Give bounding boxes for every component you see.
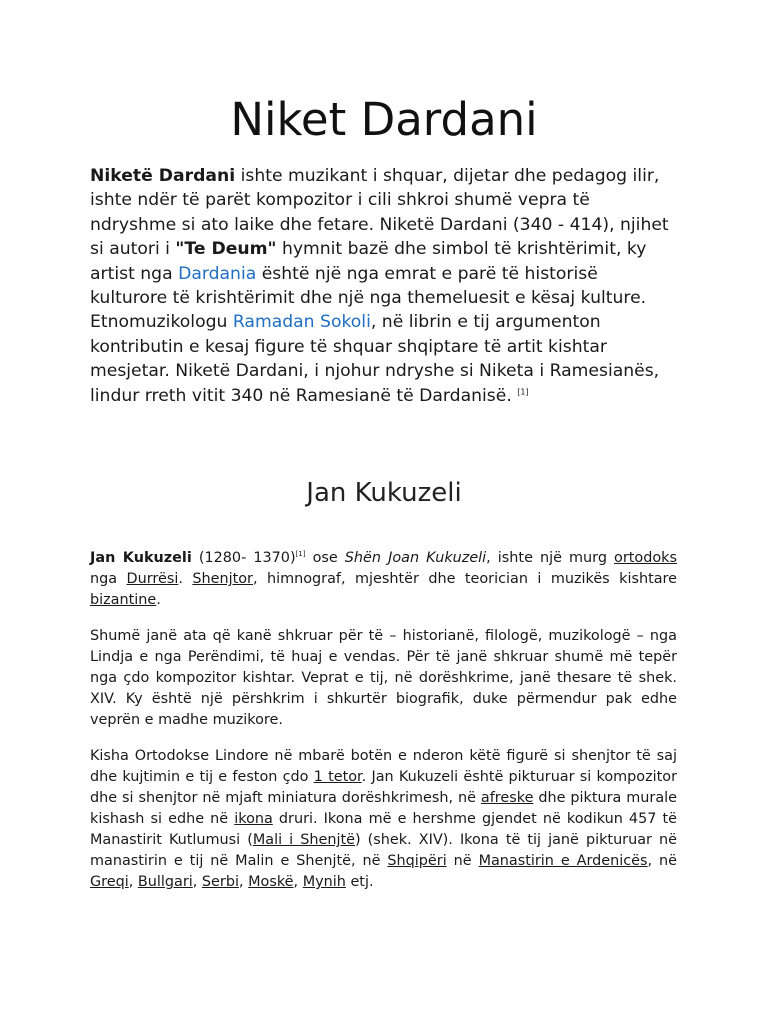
p1-text-4: nga (90, 571, 127, 587)
p1-text-3: , ishte një murg (486, 550, 615, 566)
p1-text-6: , himnograf, mjeshtër dhe teorician i muzikës kishtare (252, 571, 677, 587)
p1-text-7: . (156, 592, 161, 608)
p3-comma-1: , (128, 874, 138, 890)
link-bizantine[interactable]: bizantine (90, 592, 157, 608)
p1-text-2: ose (305, 550, 345, 566)
p3-text-3: dhe piktura murale kishash si edhe në (90, 790, 677, 827)
intro-text-4: , në librin e tij argumenton kontributin e kesaj figure të shquar shqiptare të artit kishtar mesjetar. Niketë Dardani, i njohur ndryshe si Niketa i Ramesianës, lindur rreth vitit 340 në Ramesianë të Dardanisë. (90, 312, 660, 406)
link-ortodoks[interactable]: ortodoks (614, 550, 677, 566)
p1-text-5: . (178, 571, 193, 587)
te-deum-title: "Te Deum" (175, 239, 277, 260)
link-serbi[interactable]: Serbi (201, 874, 239, 890)
intro-text-2: hymnit bazë dhe simbol të krishtërimit, ky artist nga (90, 239, 647, 284)
p3-text-2: . Jan Kukuzeli është pikturuar si kompozitor dhe si shenjtor në mjaft miniatura dorëshkrimesh, në (90, 769, 677, 806)
p3-comma-2: , (192, 874, 202, 890)
p3-text-8: etj. (345, 874, 374, 890)
p1-italic-name: Shën Joan Kukuzeli (344, 550, 487, 566)
kukuzeli-paragraph-2: Shumë janë ata që kanë shkruar për të – historianë, filologë, muzikologë – nga Lindja e nga Perëndimi, të huaj e vendas. Për të janë shkruar shumë më tepër nga çdo kompozitor kishtar. Veprat e tij, në dorëshkrime, janë thesare të shek. XIV. Ky është një përshkrim i shkurtër biografik, duke përmendur pak edhe veprën e madhe muzikore. (90, 628, 677, 728)
link-afreske[interactable]: afreske (480, 790, 534, 806)
link-durresi[interactable]: Durrësi (126, 571, 179, 587)
intro-name: Niketë Dardani (90, 166, 236, 186)
link-dardania[interactable]: Dardania (178, 263, 257, 284)
link-manastirin-e-ardenices[interactable]: Manastirin e Ardenicës (478, 853, 648, 869)
link-1-tetor[interactable]: 1 tetor (313, 769, 362, 785)
link-ikona[interactable]: ikona (234, 811, 273, 827)
intro-text-1: ishte muzikant i shquar, dijetar dhe pedagog ilir, ishte ndër të parët kompozitor i cili shkroi shumë vepra të ndryshme si ato laike dhe fetare. Niketë Dardani (340 - 414), njihet si autori i (90, 166, 669, 260)
p3-comma-4: , (293, 874, 303, 890)
intro-text-3: është një nga emrat e parë të historisë kulturore të krishtërimit dhe një nga themeluesit e kësaj kulture. Etnomuzikologu (90, 263, 647, 333)
p3-text-1: Kisha Ortodokse Lindore në mbarë botën e nderon këtë figurë si shenjtor të saj dhe kujtimin e tij e feston çdo (90, 748, 677, 785)
link-moske[interactable]: Moskë (248, 874, 294, 890)
p3-text-6: në (446, 853, 479, 869)
intro-paragraph (90, 164, 680, 408)
link-shqiperi[interactable]: Shqipëri (387, 853, 447, 869)
p1-text-1: (1280- 1370) (191, 550, 296, 566)
p1-reference[interactable]: [1] (295, 550, 306, 559)
kukuzeli-name: Jan Kukuzeli (90, 550, 192, 566)
p3-text-7: , në (647, 853, 678, 869)
link-ramadan-sokoli[interactable]: Ramadan Sokoli (232, 312, 371, 333)
p3-text-5: ) (shek. XIV). Ikona të tij janë pikturuar në manastirin e tij në Malin e Shenjtë, në (90, 832, 678, 869)
link-greqi[interactable]: Greqi (90, 874, 129, 890)
intro-reference[interactable]: [1] (517, 386, 529, 396)
section-heading: Jan Kukuzeli (306, 478, 462, 508)
link-bullgari[interactable]: Bullgari (137, 874, 193, 890)
page-title: Niket Dardani (230, 93, 538, 146)
kukuzeli-paragraph-3 (90, 746, 677, 893)
p3-text-4: druri. Ikona më e hershme gjendet në kodikun 457 të Manastirit Kutlumusi ( (90, 811, 677, 848)
kukuzeli-paragraph-1 (90, 548, 677, 611)
p3-comma-3: , (238, 874, 249, 890)
link-mali-i-shenjte[interactable]: Mali i Shenjtë (252, 832, 355, 848)
link-shenjtor[interactable]: Shenjtor (192, 571, 253, 587)
link-mynih[interactable]: Mynih (302, 874, 346, 890)
